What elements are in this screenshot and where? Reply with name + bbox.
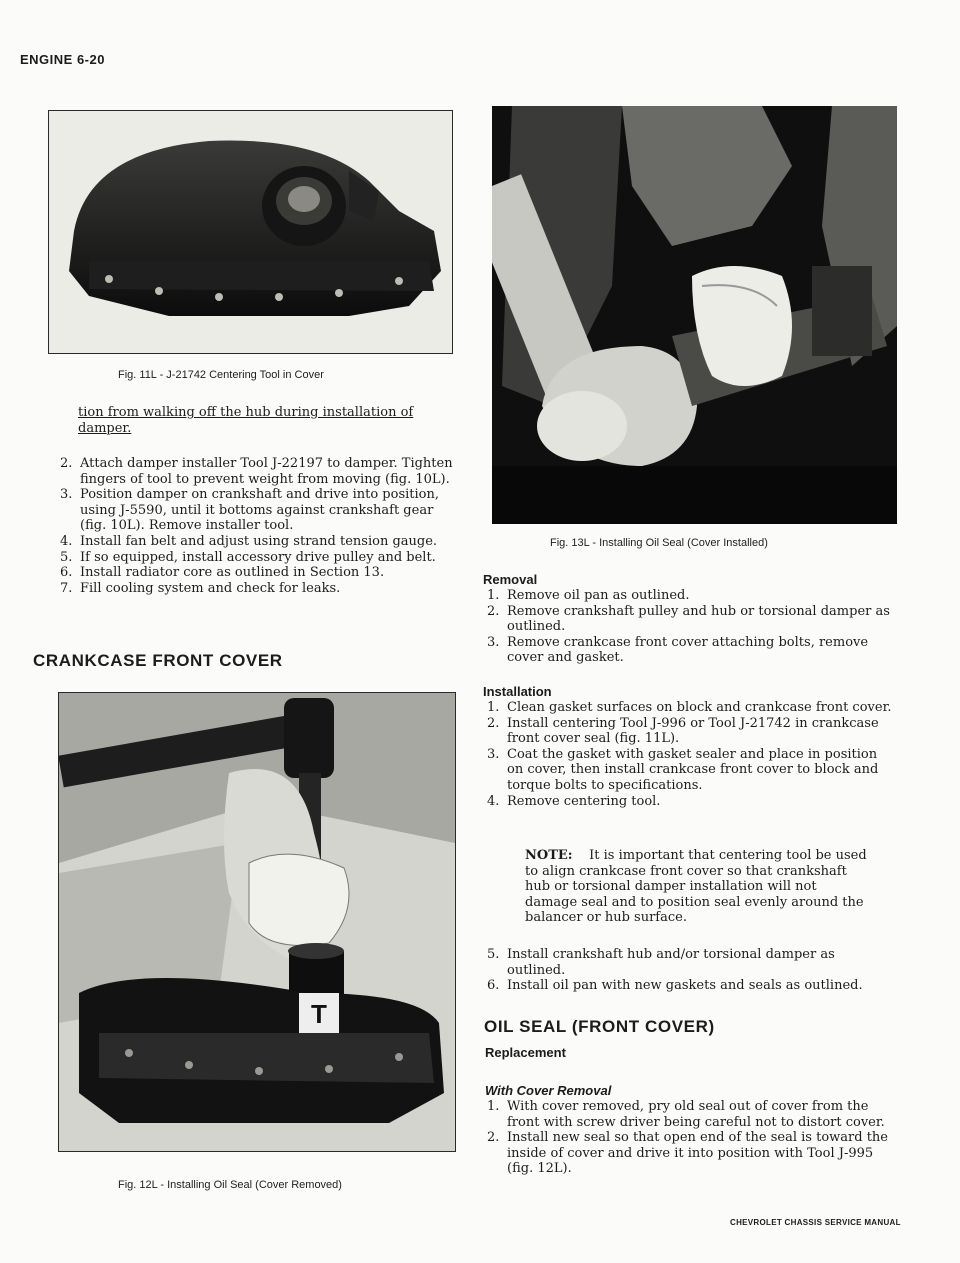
figure-13l-caption: Fig. 13L - Installing Oil Seal (Cover Installed) <box>550 537 768 549</box>
list-item: 2. Install centering Tool J-996 or Tool J-21742 in crankcase front cover seal (fig. 11L). <box>487 715 879 747</box>
list-item: 1. Clean gasket surfaces on block and crankcase front cover. <box>487 700 892 715</box>
installation-steps-list <box>485 700 895 809</box>
replacement-heading: Replacement <box>485 1045 566 1060</box>
list-item: 6. Install radiator core as outlined in Section 13. <box>60 565 385 581</box>
note-label: NOTE: <box>525 848 573 863</box>
figure-12l-caption: Fig. 12L - Installing Oil Seal (Cover Removed) <box>118 1179 342 1191</box>
list-item: 2. Remove crankshaft pulley and hub or torsional damper as outlined. <box>487 603 890 635</box>
figure-11l-image <box>48 110 453 354</box>
left-steps-list <box>58 456 455 596</box>
note-block <box>525 848 870 926</box>
list-item: 3. Coat the gasket with gasket sealer and place in position on cover, then install crankcase front cover to block and torque bolts to specifications. <box>487 746 879 793</box>
installation-heading: Installation <box>483 684 552 699</box>
list-item: 3. Remove crankcase front cover attaching bolts, remove cover and gasket. <box>487 634 869 666</box>
list-item: 2. Install new seal so that open end of the seal is toward the inside of cover and drive it into position with Tool J-995 (fig. 12L). <box>487 1130 888 1177</box>
list-item: 6. Install oil pan with new gaskets and seals as outlined. <box>487 978 863 994</box>
list-item: 7. Fill cooling system and check for leaks. <box>60 580 341 596</box>
removal-steps-list <box>485 588 895 666</box>
list-item: 5. Install crankshaft hub and/or torsional damper as outlined. <box>487 947 835 978</box>
continuation-text: tion from walking off the hub during installation of damper. <box>78 405 414 436</box>
list-item: 2. Attach damper installer Tool J-22197 to damper. Tighten fingers of tool to prevent weight from moving (fig. 10L). <box>60 456 453 487</box>
figure-13l-image <box>492 106 897 524</box>
oil-seal-steps-list <box>485 1099 895 1177</box>
page-header: ENGINE 6-20 <box>20 52 105 67</box>
list-item: 1. Remove oil pan as outlined. <box>487 588 690 603</box>
list-item: 1. With cover removed, pry old seal out of cover from the front with screw driver being careful not to distort cover. <box>487 1099 885 1130</box>
list-item: 5. If so equipped, install accessory drive pulley and belt. <box>60 549 436 565</box>
section-heading-crankcase: CRANKCASE FRONT COVER <box>33 651 283 670</box>
figure-11l-caption: Fig. 11L - J-21742 Centering Tool in Cover <box>118 369 324 381</box>
figure-12l-image <box>58 692 456 1152</box>
note-text: It is important that centering tool be used to align crankcase front cover so that crankshaft hub or torsional damper installation will not damage seal and to position seal evenly around the balancer or hub surface. <box>525 848 867 926</box>
with-cover-removal-heading: With Cover Removal <box>485 1083 612 1098</box>
removal-heading: Removal <box>483 572 538 587</box>
installation-steps-after-list <box>485 947 895 994</box>
list-item: 4. Install fan belt and adjust using strand tension gauge. <box>60 533 438 549</box>
page-footer: CHEVROLET CHASSIS SERVICE MANUAL <box>730 1218 901 1227</box>
list-item: 4. Remove centering tool. <box>487 793 661 809</box>
svg-text:T: T <box>311 999 327 1029</box>
list-item: 3. Position damper on crankshaft and drive into position, using J-5590, until it bottoms against crankshaft gear (fig. 10L). Remove installer tool. <box>60 487 439 534</box>
section-heading-oil-seal: OIL SEAL (FRONT COVER) <box>484 1017 715 1036</box>
